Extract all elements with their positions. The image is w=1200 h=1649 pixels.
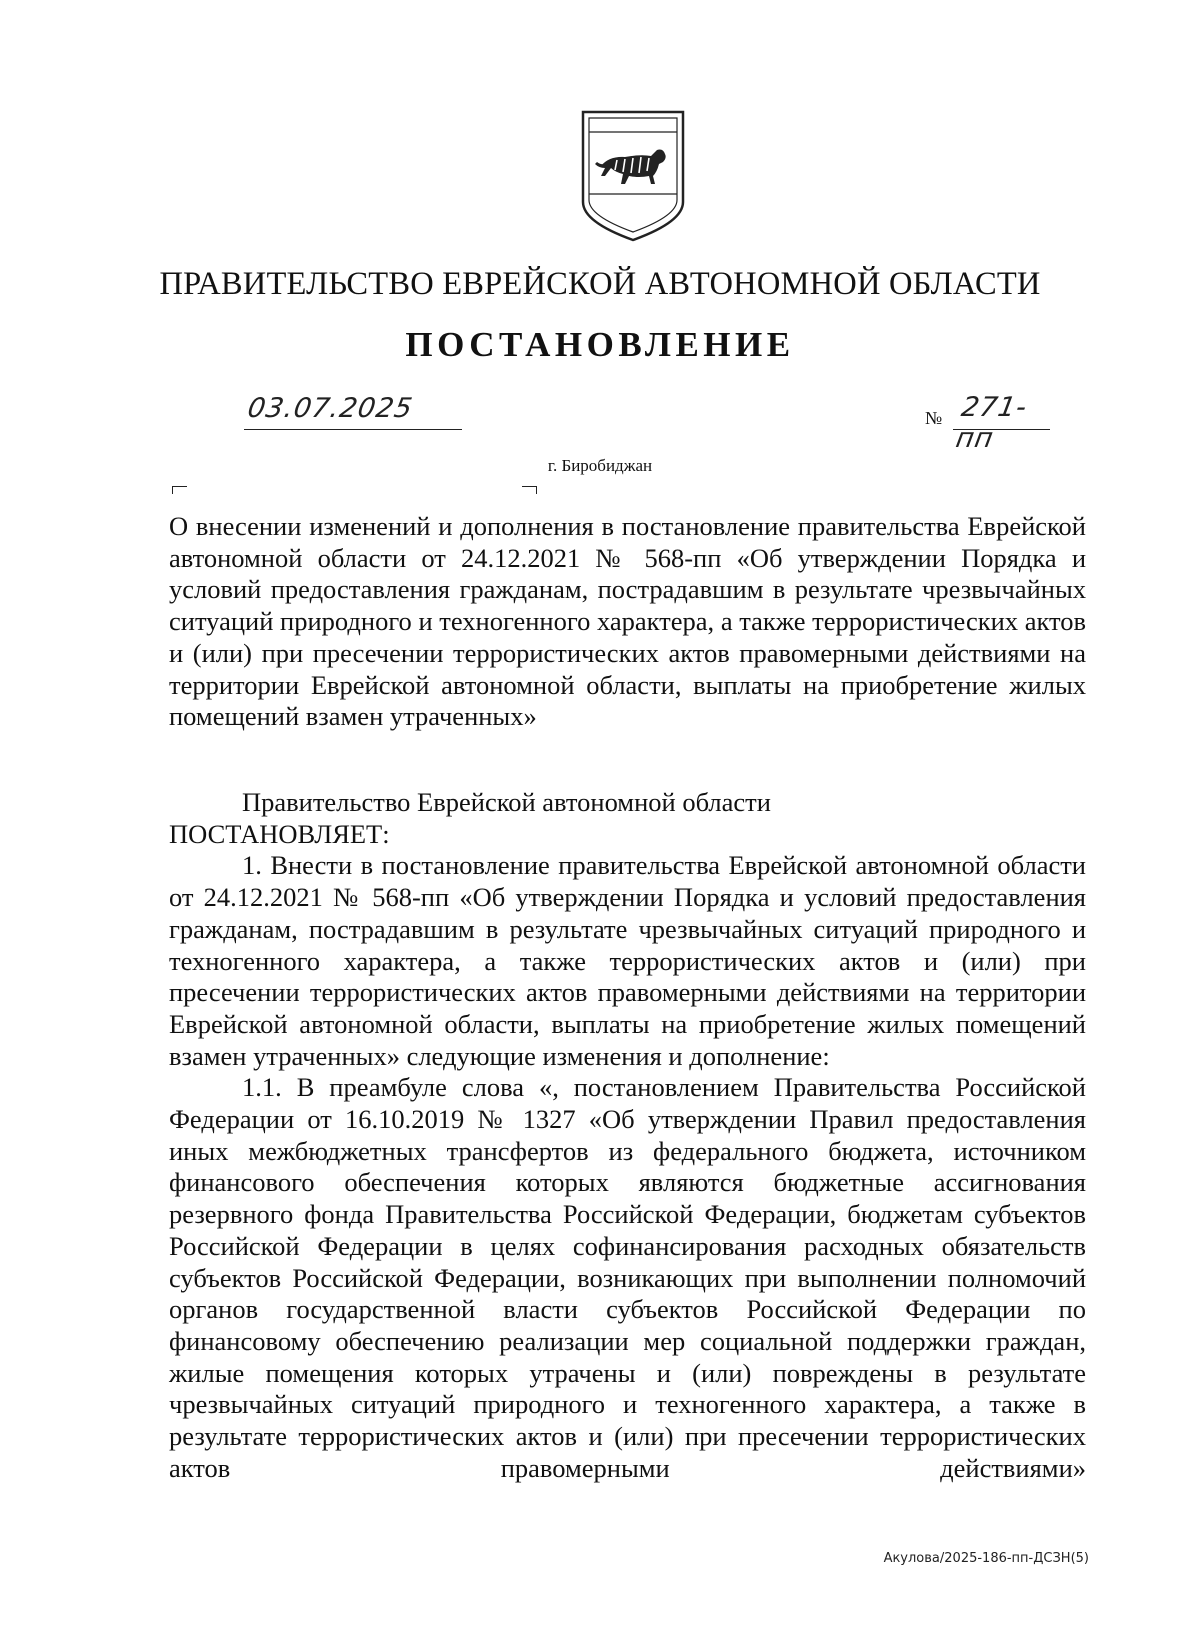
title-bracket-left [172,486,187,494]
title-bracket-right [522,486,537,494]
item-1: 1. Внести в постановление правительства Еврейской автономной области от 24.12.2021 № 568-пп «Об утверждении Порядка и условий предоставления гражданам, пострадавшим в результате чрезвычайных ситуаций природного и техногенного характера, а также террористических актов и (или) при пресечении террористических актов правомерными действиями на территории Еврейской автономной области, выплаты на приобретение жилых помещений взамен утраченных» следующие изменения и дополнение: [169,850,1086,1071]
item-1-1: 1.1. В преамбуле слова «, постановлением Правительства Российской Федерации от 16.10.2019 № 1327 «Об утверждении Правил предоставления иных межбюджетных трансфертов из федерального бюджета, источником финансового обеспечения которых являются бюджетные ассигнования резервного фонда Правительства Российской Федерации, бюджетам субъектов Российской Федерации в целях софинансирования расходных обязательств субъектов Российской Федерации, возникающих при выполнении полномочий органов государственной власти субъектов Российской Федерации по финансовому обеспечению реализации мер социальной поддержки граждан, жилые помещения которых утрачены и (или) повреждены в результате чрезвычайных ситуаций природного и техногенного характера, а также в результате террористических актов и (или) при пресечении террористических актов правомерными действиями» [169,1072,1086,1483]
number-field [925,392,1050,454]
date-field [244,393,462,430]
document-type-heading: ПОСТАНОВЛЕНИЕ [405,325,795,364]
document-body [169,787,1086,1484]
footer-reference: Акулова/2025-186-пп-ДСЗН(5) [883,1551,1089,1566]
coat-of-arms-emblem [579,110,687,244]
decree-word: ПОСТАНОВЛЯЕТ: [169,818,390,849]
handwritten-date: 03.07.2025 [245,393,416,424]
preamble-text: Правительство Еврейской автономной области [242,787,771,817]
city-line: г. Биробиджан [547,456,653,475]
number-sign: № [925,408,943,428]
handwritten-number: 271-пп [953,392,1030,454]
government-title: ПРАВИТЕЛЬСТВО ЕВРЕЙСКОЙ АВТОНОМНОЙ ОБЛАСТИ [159,266,1041,302]
document-title: О внесении изменений и дополнения в постановление правительства Еврейской автономной области от 24.12.2021 № 568-пп «Об утверждении Порядка и условий предоставления гражданам, пострадавшим в результате чрезвычайных ситуаций природного и техногенного характера, а также террористических актов и (или) при пресечении террористических актов правомерными действиями на территории Еврейской автономной области, выплаты на приобретение жилых помещений взамен утраченных» [169,511,1086,732]
